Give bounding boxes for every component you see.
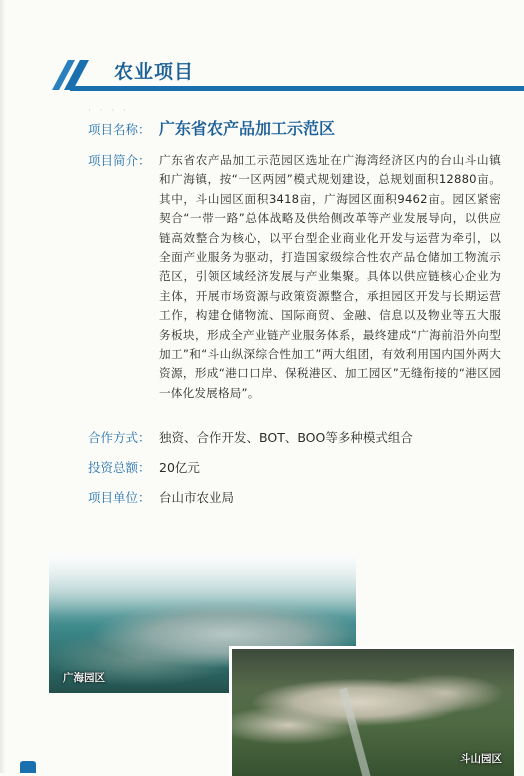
investment-value: 20亿元 (159, 460, 200, 475)
doushan-park-photo (229, 646, 514, 776)
project-unit-value: 台山市农业局 (159, 490, 235, 505)
header-rule (70, 86, 524, 91)
project-name-value: 广东省农产品加工示范区 (159, 119, 336, 138)
photo-road (339, 688, 373, 776)
page-edge (0, 0, 6, 773)
section-title: 农业项目 (114, 61, 195, 83)
section-header (56, 52, 524, 92)
photo-mist (49, 553, 356, 616)
cooperation-value: 独资、合作开发、BOT、BOO等多种模式组合 (159, 430, 413, 445)
project-unit-label: 项目单位： (88, 490, 151, 505)
project-intro-label: 项目简介： (88, 153, 151, 168)
project-intro-text: 广东省农产品加工示范园区选址在广海湾经济区内的台山斗山镇和广海镇，按“一区两园”模式规划建设，总规划面积12880亩。其中，斗山园区面积3418亩，广海园区面积9462亩。园区紧密契合“一带一路”总体战略及供给侧改革等产业发展导向，以供应链高效整合为核心，以平台型企业商业化开发与运营为牵引，以全面产业服务为驱动，打造国家级综合性农产品仓储加工物流示范区，引领区域经济发展与产业集聚。具体以供应链核心企业为主体，开展市场资源与政策资源整合，承担园区开发与长期运营工作，构建仓储物流、国际商贸、金融、信息以及物业等五大服务板块，形成全产业链产业服务体系，最终建成“广海前沿外向型加工”和“斗山纵深综合性加工”两大组团，有效利用国内国外两大资源，形成“港口口岸、保税港区、加工园区”无缝衔接的“港区园一体化发展格局”。 (159, 153, 501, 400)
cooperation-label: 合作方式： (88, 430, 151, 445)
page-tab (20, 761, 36, 773)
decorative-dots: · · · · (88, 106, 130, 116)
photo-caption: 广海园区 (63, 672, 105, 684)
project-name-label: 项目名称： (88, 122, 151, 137)
investment-label: 投资总额： (88, 460, 151, 475)
photo-caption: 斗山园区 (460, 753, 502, 765)
